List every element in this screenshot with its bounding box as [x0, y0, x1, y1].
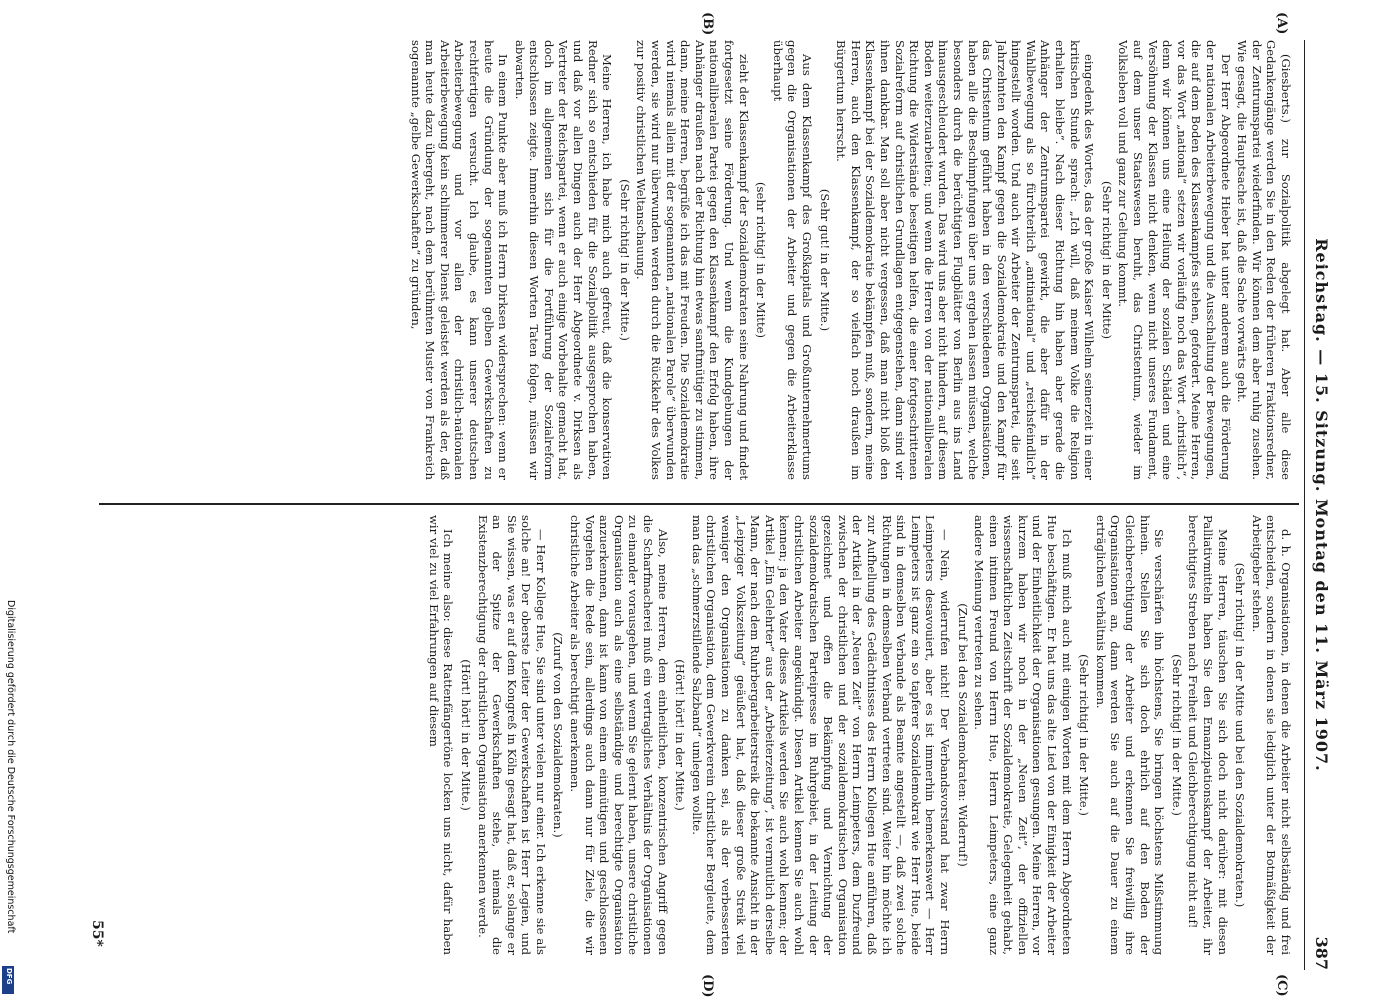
- running-title: Reichstag. — 15. Sitzung. Montag den 11. März 1907.: [1312, 238, 1331, 772]
- interjection: (Zuruf von den Sozialdemokraten.): [551, 632, 566, 838]
- paragraph: Meine Herren, ich habe mich auch gefreut, daß die konservativen Redner sich so entschieden für die Sozialpolitik ausgesprochen haben, und daß vor allen Dingen auch der Herr Abgeordnete v. Dirksen als Vertreter der Reichspartei, wenn er auch einige Vorbehalte gemacht hat, doch im allgemeinen sich für die Fortführung der Sozialreform entschlossen zeigte. Immerhin diesen Worten Taten folgen, müssen wir abwarten.: [512, 40, 615, 480]
- page-number: 387: [1312, 936, 1331, 970]
- paragraph: eingedenk des Wortes, das der große Kaiser Wilhelm seinerzeit in einer kritischen Stunde sprach: „Ich will, daß meinem Volke die Religion erhalten bleibe“. Nach dieser Richtung hin haben aber gerade die Anhänger der Zentrumspartei gewirkt, die aber dafür in der Wahlbewegung als so fürchterlich „antinational“ und „reichsfeindlich“ hingestellt worden. Und auch wir Arbeiter der Zentrumspartei, die seit Jahrzehnten den Kampf gegen die Sozialdemokratie und den Kampf für das Christentum geführt haben in den verschiedenen Organisationen, haben alle die Beschimpfungen über uns ergehen lassen müssen, welche besonders durch die berüchtigten Flugblätter von Berlin aus ins Land hinausgeschleudert wurden. Das wird uns aber nicht hindern, auf diesem Boden weiterzuarbeiten; und wenn die Herren von der nationalliberalen Richtung die Widerstände beseitigen helfen, die einer fortgeschrittenen Sozialreform auf christlichen Grundlagen entgegenstehen, dann sind wir ihnen dankbar. Man soll aber nicht vergessen, daß man nicht bloß den Klassenkampf bei der Sozialdemokratie bekämpfen muß, sondern, meine Herren, auch den Klassenkampf, der so vielfach noch draußen im Bürgertum herrscht.: [834, 40, 1097, 480]
- dfg-logo: [2, 966, 14, 994]
- paragraph: zieht der Klassenkampf der Sozialdemokraten seine Nahrung und findet fortgesetzt seine Förderung. Und wenn die Kundgebungen der nationalliberalen Partei gegen den Klassenkampf den Erfolg haben, ihre Anhänger draußen nach der Richtung hin etwas sanftmütiger zu stimmen, dann, meine Herren, begrüße ich das mit Freuden. Die Sozialdemokratie wird niemals allein mit der sogenannten „nationalen Parole“ überwunden werden, sie wird nur überwunden werden durch die Rückkehr des Volkes zur positiv christlichen Weltanschauung.: [634, 40, 751, 480]
- interjection: (Zuruf bei den Sozialdemokraten: Widerruf!): [955, 603, 970, 867]
- paragraph: — Nein, widerrufen nicht! Der Verbandsvorstand hat zwar Herrn Leimpeters desavouiert, aber es ist immerhin bemerkenswert — Herr Leimpeters ist ganz ein so tapferer Sozialdemokrat wie Herr Hue, beide sind in demselben Verbande als Beamte angestellt —, daß zwei solche Richtungen in demselben Verband vertreten sind. Weiter hin möchte ich zur Aufhellung des Gedächtnisses des Herrn Kollegen Hue anführen, daß der Artikel in der „Neuen Zeit“ von Herrn Leimpeters, dem Duzfreund zwischen der christlichen und der sozialdemokratischen Organisation gezeichnet und offen die Bekämpfung und Vernichtung der sozialdemokratischen Parteipresse im Ruhrgebiet, in der Leitung der christlichen Arbeiter angekündigt. Diesen Artikel kennen Sie auch wohl kennen; ja den Vater dieses Artikels werden Sie auch wohl kennen; der Artikel „Ein Gelehrter“ aus der „Arbeiterzeitung“, ist vermutlich derselbe Mann, der nach dem Ruhrbergarbeiterstreik die bekannte Ansicht in der „Leipziger Volkszeitung“ geäußert hat, daß dieser große Streik viel weniger den Organisationen zu danken sei, als der verbesserten christlichen Organisation, dem Gewerkverein christlicher Bergleute, dem man das „schmerzstillende Salzband“ umlegen wollte.: [689, 515, 952, 955]
- margin-letter-a: (A): [1274, 12, 1289, 35]
- digitization-note: Digitalisierung gefördert durch die Deutsche Forschungsgemeinschaft: [5, 600, 16, 934]
- paragraph: Ich muß mich auch mit einigen Worten mit dem Herrn Abgeordneten Hue beschäftigen. Er hat uns das alte Lied von der Einigkeit der Arbeiter und der Einheitlichkeit der Organisationen gesungen. Meine Herren, vor kurzem haben wir noch in der „Neuen Zeit“, der offiziellen wissenschaftlichen Zeitschrift der Sozialdemokratie, Gelegenheit gehabt, einen intimen Freund von Herrn Hue, Herrn Leimpeters, eine ganz andere Meinung vertreten zu sehen.: [972, 515, 1074, 955]
- column-divider: [99, 503, 1299, 505]
- margin-letter-c: (C): [1274, 974, 1289, 997]
- margin-letter-b: (B): [700, 12, 715, 36]
- paragraph: In einem Punkte aber muß ich Herrn Dirksen widersprechen: wenn er heute die Gründung der sogenannten gelben Gewerkschaften zu rechtfertigen versucht. Ich glaube, es kann unserer deutschen Arbeiterbewegung und vor allen der christlich-nationalen Arbeiterbewegung kein schlimmerer Dienst geleistet werden als der, daß man heute dazu übergeht, nach dem berühmten Muster von Frankreich sogenannte „gelbe Gewerkschaften“ zu gründen,: [408, 40, 511, 480]
- interjection: (sehr richtig! in der Mitte): [754, 181, 769, 339]
- page-header: [1304, 40, 1335, 970]
- paragraph: (Giesberts.) zur Sozialpolitik abgelegt hat. Aber alle diese Gedankengänge werden Sie in den Reden der früheren Fraktionsredner, der Zentrumspartei wiederfinden. Wir können dem aber ruhig zusehen. Wie gesagt, die Hauptsache ist, daß die Sache vorwärts geht.: [1235, 40, 1293, 480]
- interjection: (Sehr richtig! in der Mitte und bei den Sozialdemokraten.): [1233, 562, 1248, 908]
- digitization-footer: [2, 600, 16, 996]
- signature-mark: 55*: [89, 920, 105, 947]
- interjection: (Sehr richtig! in der Mitte.): [1169, 654, 1184, 816]
- interjection: (Sehr richtig! in der Mitte): [1099, 180, 1114, 340]
- margin-letter-d: (D): [700, 974, 715, 998]
- paragraph: Aus dem Klassenkampf des Großkapitals und Großunternehmertums gegen die Organisationen der Arbeiter und gegen die Arbeiterklasse überhaupt: [770, 40, 814, 480]
- rotated-content: [75, 12, 1335, 998]
- paragraph: Ich meine also: diese Rattenfängertöne locken uns nicht, dafür haben wir viel zu viel Erfahrungen auf diesem: [426, 515, 456, 955]
- interjection: (Sehr richtig! in der Mitte.): [617, 179, 632, 341]
- interjection: (Hört! hört! in der Mitte.): [458, 659, 473, 811]
- paragraph: Meine Herren, täuschen Sie sich doch nicht darüber: mit diesen Palliativmitteln haben Sie den Emanzipationskampf der Arbeiter, ihr berechtigtes Streben nach Freiheit und Gleichberechtigung nicht auf!: [1186, 515, 1230, 955]
- dfg-logo-text: DFG: [5, 968, 13, 985]
- paragraph: Sie verschärfen ihn höchstens, Sie bringen höchstens Mißstimmung hinein. Stellen Sie sich doch ehrlich auf den Boden der Gleichberechtigung der Arbeiter und erkennen Sie freiwillig ihre Organisationen an, dann werden Sie auch auf die Dauer zu einem erträglichen Verhältnis kommen.: [1093, 515, 1167, 955]
- interjection: (Hört! hört! in der Mitte.): [673, 659, 688, 811]
- paragraph: d. h. Organisationen, in denen die Arbeiter nicht selbständig und frei entscheiden, sondern in denen sie lediglich unter der Botmäßigkeit der Arbeitgeber stehen.: [1249, 515, 1293, 955]
- right-column: [93, 515, 1293, 955]
- paragraph: — Herr Kollege Hue, Sie sind unter vielen nur einer. Ich erkenne sie als solche an! Der oberste Leiter der Gewerkschaften ist Herr Legien, und Sie wissen, was er auf dem Kongreß in Köln gesagt hat, daß er, solange er an der Spitze der Gewerkschaften stehe, niemals die Existenzberechtigung der christlichen Organisation anerkennen werde.: [475, 515, 548, 955]
- paragraph: Also, meine Herren, dem einheitlichen, konzentrischen Angriff gegen die Scharfmacherei muß ein vertragliches Verhältnis der Organisationen zu einander vorausgehen, und wenn Sie gelernt haben, unsere christliche Organisation auch als eine selbständige und berechtigte Organisation anzuerkennen, dann ist kann von einem einmütigen und geschlossenen Vorgehen die Rede sein, allerdings auch dann nur für Ziele, die wir christliche Arbeiter als berechtigt anerkennen.: [568, 515, 670, 955]
- paragraph: Der Herr Abgeordnete Hieber hat unter anderem auch die Förderung der nationalen Arbeiterbewegung und die Ausschaltung der Bewegungen, die auf dem Boden des Klassenkampfes stehen, gefordert. Meine Herren, vor das Wort „national“ setzen wir vorläufig noch das Wort „christlich“, denn wir können uns eine Heilung der sozialen Schäden und eine Versöhnung der Klassen nicht denken, wenn nicht unseres Fundament, auf dem unser Staatswesen beruht, das Christentum, wieder im Volksleben voll und ganz zur Geltung kommt.: [1116, 40, 1233, 480]
- interjection: (Sehr gut! in der Mitte.): [817, 188, 832, 332]
- left-column: [93, 40, 1293, 480]
- interjection: (Sehr richtig! in der Mitte.): [1077, 654, 1092, 816]
